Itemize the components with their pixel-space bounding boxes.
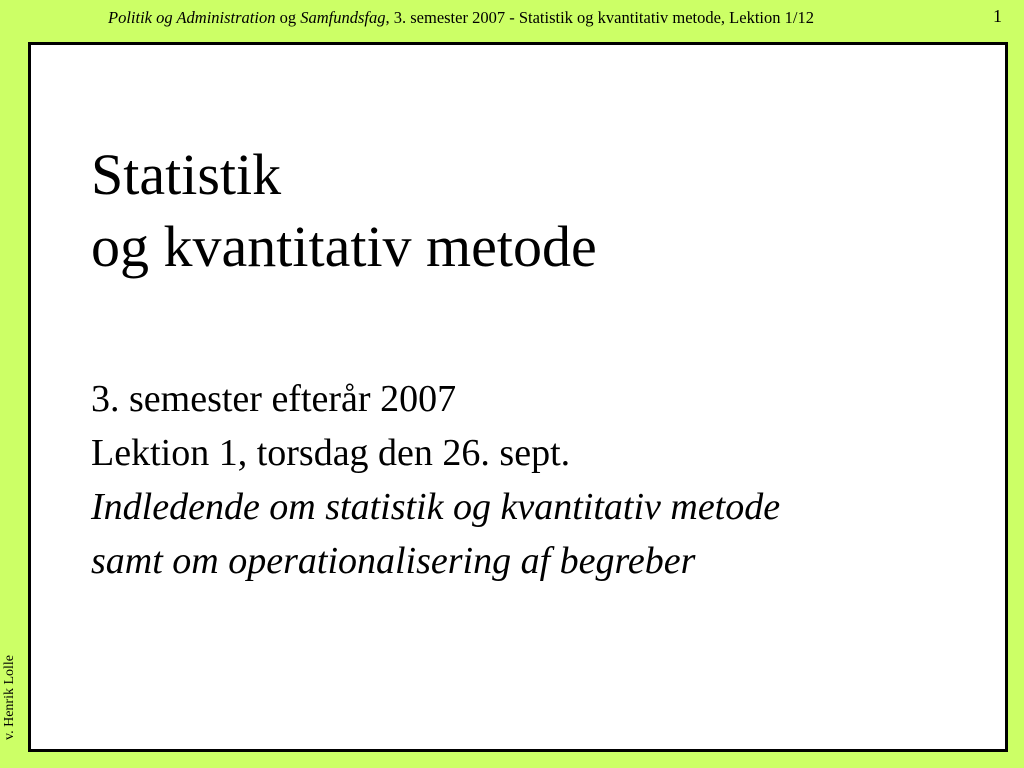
header-course-info: , 3. semester 2007 - Statistik og kvantitativ metode, Lektion 1/12 (385, 8, 814, 27)
header-subject: Samfundsfag (300, 8, 386, 27)
subtitle-topic-1: Indledende om statistik og kvantitativ metode (91, 486, 781, 528)
title-line-2: og kvantitativ metode (91, 214, 597, 279)
page-number: 1 (993, 6, 1002, 26)
slide-title (91, 139, 597, 283)
subtitle-topic-2: samt om operationalisering af begreber (91, 540, 696, 582)
author-credit: v. Henrik Lolle (2, 654, 17, 740)
slide-header (0, 8, 922, 28)
title-line-1: Statistik (91, 142, 282, 207)
subtitle-lesson: Lektion 1, torsdag den 26. sept. (91, 432, 571, 474)
header-program: Politik og Administration (108, 8, 276, 27)
header-connector: og (275, 8, 301, 27)
subtitle-semester: 3. semester efterår 2007 (91, 378, 457, 420)
slide-subtitle (91, 372, 780, 588)
content-frame (28, 42, 1008, 752)
